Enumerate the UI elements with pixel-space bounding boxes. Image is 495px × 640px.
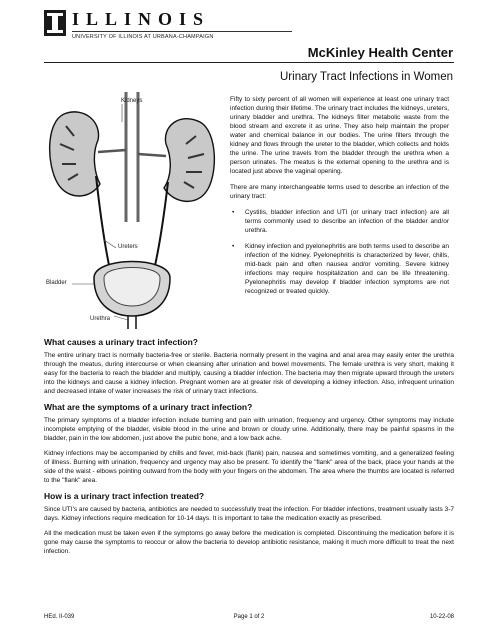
document-date: 10-22-08 — [429, 614, 454, 620]
logo-wordmark: ILLINOIS — [72, 9, 211, 29]
header-divider — [44, 62, 454, 63]
page-number: Page 1 of 2 — [233, 614, 265, 620]
terms-list — [230, 208, 449, 296]
intro-paragraph: Fifty to sixty percent of all women will experience at least one urinary tract infection during their lifetime. The urinary tract includes the kidneys, ureters, urinary bladder and urethra. The kidneys filter metabolic waste from the blood stream and excrete it as urine. They also help maintain the proper water and chemical balance in our bodies. The urine filters through the kidney and flows through the ureter to the bladder, which collects and holds the urine. The urine travels from the bladder through the urethra when a person urinates. The meatus is the external opening to the urethra and is located just above the vaginal opening. — [230, 96, 449, 175]
section-paragraph: All the medication must be taken even if the symptoms go away before the medication is completed. Discontinuing the medication before it is gone may cause the symptoms to reoccur or allow the bacteria to develop antibiotic resistance, making it much more difficult to treat the next infection. — [44, 530, 454, 555]
section-paragraph: Kidney infections may be accompanied by chills and fever, mid-back (flank) pain, nausea and sometimes vomiting, and a generalized feeling of illness. Burning with urination, frequency and urgency may also be present. To identify the "flank" area of the back, place your hands at the side of the waist - elbows pointing outward from the body with your fingers on the abdomen. The area where the thumbs are located is referred to the "flank" area. — [44, 450, 454, 484]
intro-text — [230, 95, 449, 303]
section-heading: What are the symptoms of a urinary tract infection? — [44, 402, 253, 412]
urinary-tract-drawing — [44, 92, 220, 329]
list-item: • Cystitis, bladder infection and UTI (or urinary tract infection) are all terms commonly used to describe an infection of the bladder and/or urethra. — [232, 209, 449, 234]
section-paragraph: The primary symptoms of a bladder infection include burning and pain with urination, frequency and urgency. Other symptoms may include incomplete emptying of the bladder, visible blood in the urine and brown or cloudy urine. Additionally, there may be painful spasms in the bladder, pain in the low abdomen, just above the pubic bone, and a low back ache. — [44, 417, 454, 442]
bullet-icon: • — [232, 209, 235, 216]
page-title: Urinary Tract Infections in Women — [280, 71, 453, 83]
intro-paragraph: There are many interchangeable terms used to describe an infection of the urinary tract: — [230, 184, 449, 200]
section-heading: What causes a urinary tract infection? — [44, 337, 198, 347]
article-body — [44, 337, 454, 562]
section-heading: How is a urinary tract infection treated? — [44, 491, 205, 501]
section-paragraph: The entire urinary tract is normally bacteria-free or sterile. Bacteria normally present in the vagina and anal area may easily enter the urethra through the meatus, during intercourse or when cleansing after urination and bowel movements. The female urethra is very short, making it easy for the bacteria to reach the bladder and multiply, causing a bladder infection. The bacteria may then migrate upward through the ureters into the kidneys and cause a kidney infection. Pregnant women are at greater risk of developing a kidney infection. Also, infrequent urination and decreased intake of water increases the risk of urinary tract infections. — [44, 352, 454, 395]
logo-subtitle: UNIVERSITY OF ILLINOIS AT URBANA-CHAMPAIGN — [72, 34, 214, 40]
label-urethra: Urethra — [90, 316, 111, 322]
organization-name: McKinley Health Center — [307, 45, 453, 60]
section-paragraph: Since UTI's are caused by bacteria, antibiotics are needed to successfully treat the infection. For bladder infections, treatment usually lasts 3-7 days. Kidney infections require medication for 10-14 days. It is important to take the medication exactly as prescribed. — [44, 506, 454, 522]
university-logo-icon — [44, 10, 66, 36]
list-item: • Kidney infection and pyelonephritis are both terms used to describe an infection of the kidney. Pyelonephritis is characterized by fever, chills, mid-back pain and often nausea and/or vomiting. Severe kidney infections may require hospitalization and can be life threatening. Pyelonephritis may develop if bladder infection symptoms are not recognized or treated quickly. — [232, 243, 449, 295]
label-kidneys: Kidneys — [121, 98, 143, 104]
label-ureters: Ureters — [118, 244, 138, 250]
urinary-tract-illustration — [44, 92, 220, 329]
bullet-icon: • — [232, 243, 235, 250]
document-code: HEd. II-039 — [44, 614, 75, 620]
label-bladder: Bladder — [46, 280, 67, 286]
logo-divider — [72, 31, 292, 32]
